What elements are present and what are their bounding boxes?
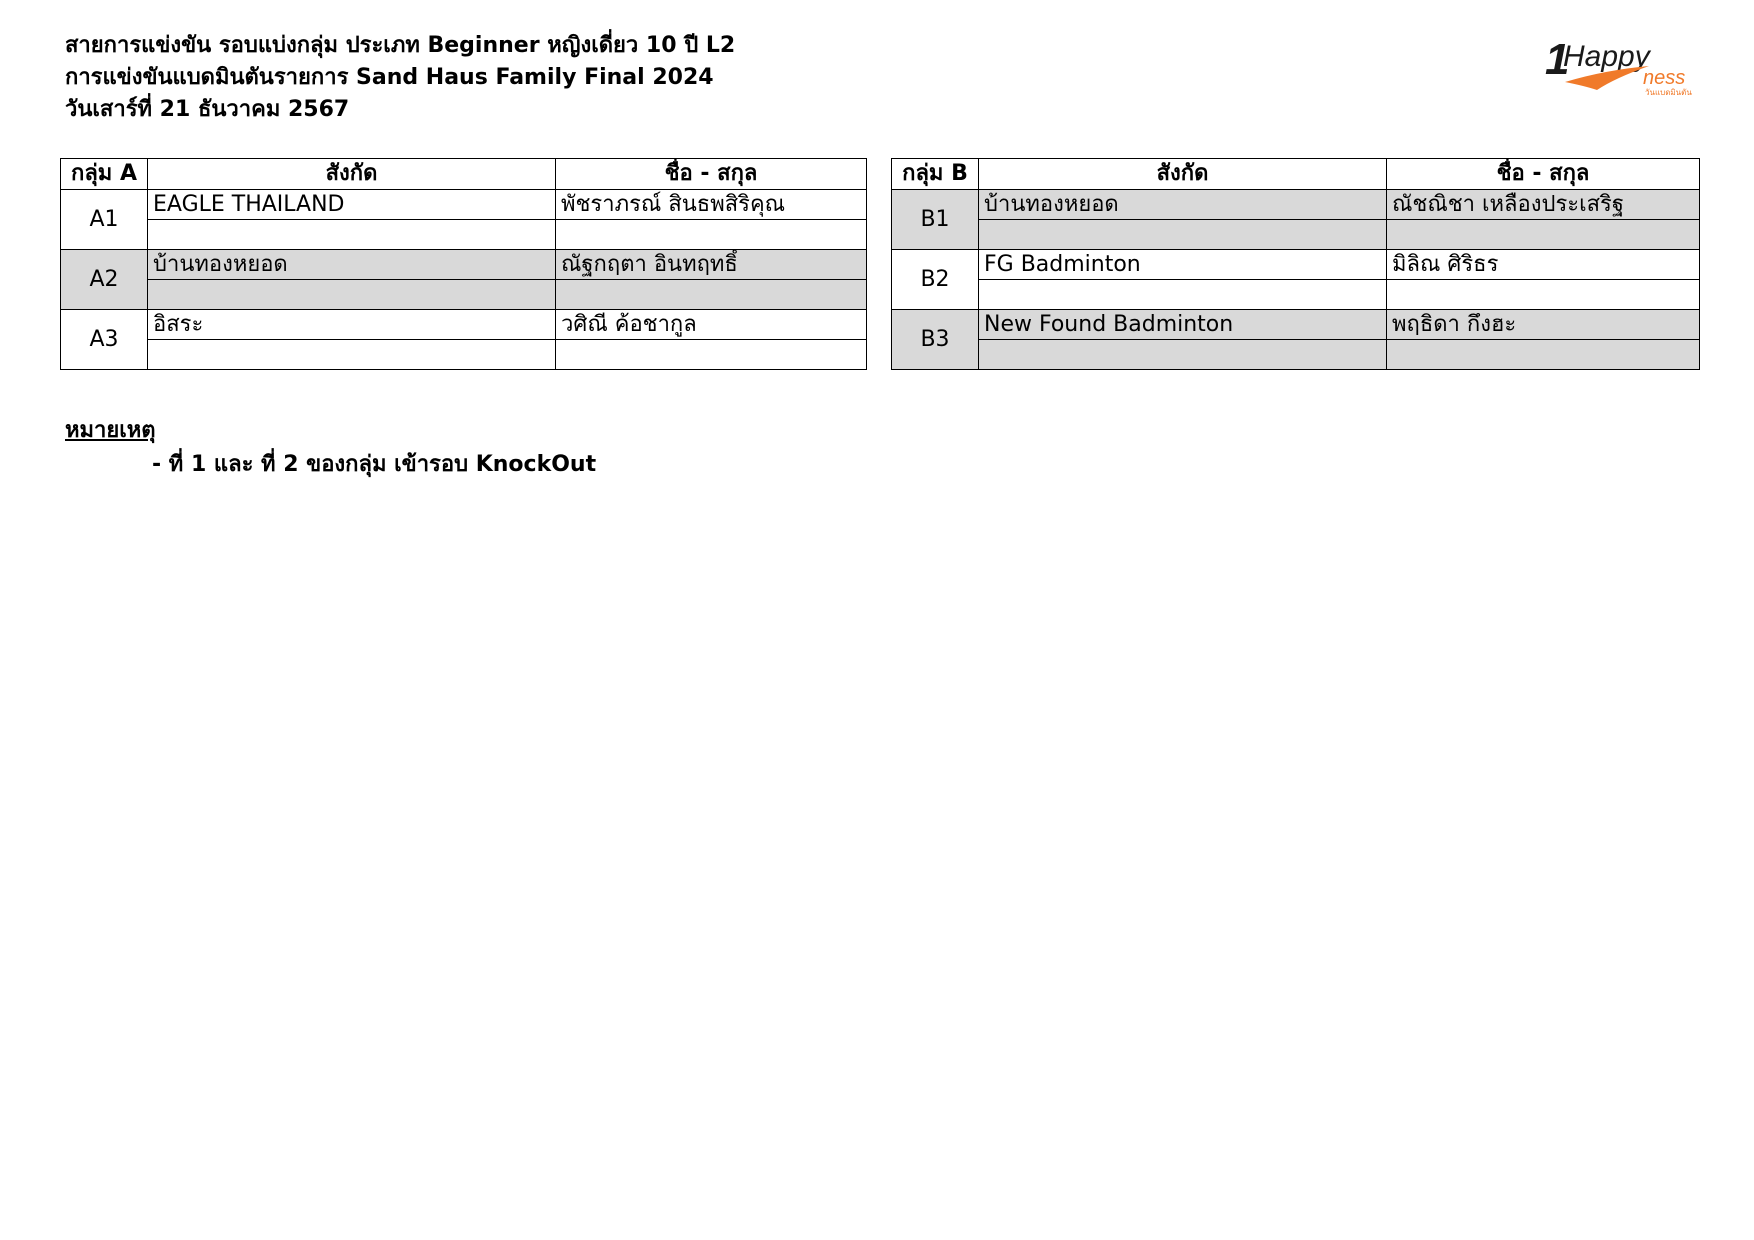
table-row [61,310,867,340]
seed-cell: A3 [61,310,148,370]
group-b-table [891,158,1700,370]
affiliation-cell: บ้านทองหยอด [148,250,556,280]
table-header-row [892,159,1700,190]
table-row-blank [892,340,1700,370]
seed-cell: B3 [892,310,979,370]
event-date: วันเสาร์ที่ 21 ธันวาคม 2567 [65,97,350,122]
group-header: กลุ่ม A [61,159,148,190]
table-row [892,250,1700,280]
remark-section [65,414,596,482]
group-a-table [60,158,867,370]
logo-tagline: วันแบดมินตัน [1645,88,1692,96]
table-row-blank [892,280,1700,310]
table-header-row [61,159,867,190]
seed-cell: A1 [61,190,148,250]
table-row-blank [61,220,867,250]
name-cell: พฤธิดา กึงฮะ [1387,310,1700,340]
affiliation-cell: New Found Badminton [979,310,1387,340]
remark-title: หมายเหตุ [65,418,156,443]
table-row [892,190,1700,220]
table-row [61,250,867,280]
name-cell: ณัชณิชา เหลืองประเสริฐ [1387,190,1700,220]
affiliation-cell: บ้านทองหยอด [979,190,1387,220]
name-header: ชื่อ - สกุล [556,159,867,190]
name-cell: พัชราภรณ์ สินธพสิริคุณ [556,190,867,220]
table-row-blank [892,220,1700,250]
table-row-blank [61,340,867,370]
remark-item: - ที่ 1 และ ที่ 2 ของกลุ่ม เข้ารอบ KnockOut [152,452,597,477]
affiliation-header: สังกัด [148,159,556,190]
name-cell: มิลิณ ศิริธร [1387,250,1700,280]
seed-cell: B2 [892,250,979,310]
seed-cell: A2 [61,250,148,310]
name-cell: วศิณี ค้อชากูล [556,310,867,340]
tournament-name: การแข่งขันแบดมินตันรายการ Sand Haus Family Final 2024 [65,65,714,90]
table-row-blank [61,280,867,310]
happyness-logo-icon [1545,34,1705,96]
table-row [61,190,867,220]
group-header: กลุ่ม B [892,159,979,190]
affiliation-header: สังกัด [979,159,1387,190]
affiliation-cell: อิสระ [148,310,556,340]
affiliation-cell: FG Badminton [979,250,1387,280]
table-row [892,310,1700,340]
name-header: ชื่อ - สกุล [1387,159,1700,190]
svg-text:1: 1 [1545,35,1570,84]
affiliation-cell: EAGLE THAILAND [148,190,556,220]
document-header [65,30,735,126]
event-title: สายการแข่งขัน รอบแบ่งกลุ่ม ประเภท Beginner หญิงเดี่ยว 10 ปี L2 [65,33,736,58]
logo-sub-text: ness [1643,67,1686,89]
seed-cell: B1 [892,190,979,250]
name-cell: ณัฐกฤตา อินทฤทธิ์ [556,250,867,280]
logo-main-text: Happy [1563,40,1650,73]
